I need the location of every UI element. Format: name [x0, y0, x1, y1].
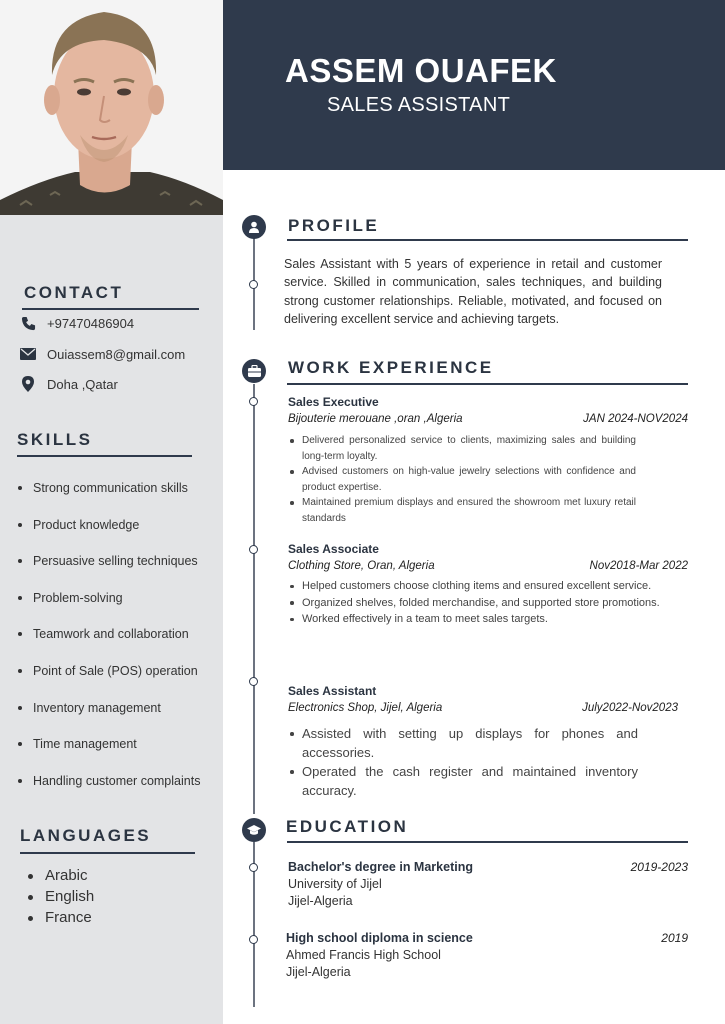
- list-item: Point of Sale (POS) operation: [18, 661, 200, 698]
- header-banner: [223, 0, 725, 170]
- job-bullets: [288, 578, 688, 628]
- list-item: Handling customer complaints: [18, 771, 200, 808]
- list-item: Assisted with setting up displays for phones and accessories.: [288, 724, 638, 762]
- timeline-dot: [249, 677, 258, 686]
- timeline-dot: [249, 863, 258, 872]
- candidate-title: SALES ASSISTANT: [327, 94, 511, 116]
- contact-heading: CONTACT: [24, 283, 124, 302]
- list-item: English: [28, 887, 94, 908]
- education-years: 2019: [661, 931, 688, 945]
- list-item: Time management: [18, 734, 200, 771]
- education-degree: High school diploma in science: [286, 931, 473, 945]
- job-bullets: [288, 724, 678, 800]
- contact-phone: [18, 315, 134, 331]
- job-dates: July2022-Nov2023: [582, 702, 678, 714]
- languages-divider: [20, 852, 195, 854]
- phone-icon: [18, 315, 38, 331]
- profile-photo: [0, 0, 223, 215]
- list-item: Inventory management: [18, 698, 200, 735]
- education-school: University of Jijel: [288, 877, 382, 891]
- list-item: Delivered personalized service to clients, maximizing sales and building long-term loyalty.: [288, 433, 636, 464]
- skills-heading: SKILLS: [17, 430, 93, 449]
- job-role: Sales Assistant: [288, 684, 377, 698]
- job-company: Clothing Store, Oran, Algeria: [288, 560, 435, 572]
- list-item: Organized shelves, folded merchandise, and supported store promotions.: [288, 595, 660, 612]
- profile-divider: [287, 239, 688, 241]
- education-entry: [286, 931, 688, 979]
- list-item: Arabic: [28, 866, 94, 887]
- timeline-dot: [249, 397, 258, 406]
- contact-email: [18, 346, 185, 362]
- list-item: Persuasive selling techniques: [18, 551, 200, 588]
- list-item: Worked effectively in a team to meet sales targets.: [288, 611, 660, 628]
- list-item: Operated the cash register and maintained inventory accuracy.: [288, 762, 638, 800]
- job-company: Bijouterie merouane ,oran ,Algeria: [288, 413, 463, 425]
- job-entry: [288, 395, 688, 526]
- job-company: Electronics Shop, Jijel, Algeria: [288, 702, 443, 714]
- list-item: Advised customers on high-value jewelry selections with confidence and product expertise.: [288, 464, 636, 495]
- education-years: 2019-2023: [630, 860, 688, 874]
- graduation-cap-icon: [242, 818, 266, 842]
- job-entry: [288, 542, 688, 628]
- education-place: Jijel-Algeria: [286, 965, 351, 979]
- experience-heading: WORK EXPERIENCE: [288, 358, 494, 377]
- skills-divider: [17, 455, 192, 457]
- education-meta: [286, 931, 688, 945]
- list-item: Maintained premium displays and ensured the showroom met luxury retail standards: [288, 495, 636, 526]
- job-bullets: [288, 433, 688, 526]
- job-meta: [288, 702, 678, 714]
- timeline-line: [253, 384, 255, 814]
- job-dates: JAN 2024-NOV2024: [583, 413, 688, 425]
- list-item: Helped customers choose clothing items and ensured excellent service.: [288, 578, 660, 595]
- timeline-dot: [249, 280, 258, 289]
- list-item: France: [28, 908, 94, 929]
- contact-location: [18, 376, 118, 392]
- briefcase-icon: [242, 359, 266, 383]
- job-dates: Nov2018-Mar 2022: [589, 560, 688, 572]
- job-role: Sales Executive: [288, 395, 379, 409]
- timeline-dot: [249, 545, 258, 554]
- education-degree: Bachelor's degree in Marketing: [288, 860, 473, 874]
- job-meta: [288, 560, 688, 572]
- list-item: Problem-solving: [18, 588, 200, 625]
- education-meta: [288, 860, 688, 874]
- profile-summary: Sales Assistant with 5 years of experience in retail and customer service. Skilled in communication, sales techniques, and building strong customer relationships. Reliable, motivated, and focused on delivering excellent service and achieving targets.: [284, 257, 662, 326]
- job-role: Sales Associate: [288, 542, 379, 556]
- candidate-name: ASSEM OUAFEK: [285, 52, 557, 89]
- contact-divider: [22, 308, 199, 310]
- education-entry: [288, 860, 688, 908]
- languages-list: [28, 866, 94, 929]
- education-divider: [287, 841, 688, 843]
- skills-list: [18, 478, 200, 807]
- education-place: Jijel-Algeria: [288, 894, 353, 908]
- sidebar: [0, 0, 223, 1024]
- languages-heading: LANGUAGES: [20, 826, 152, 845]
- education-school: Ahmed Francis High School: [286, 948, 441, 962]
- job-meta: [288, 413, 688, 425]
- profile-heading: PROFILE: [288, 216, 380, 235]
- experience-divider: [287, 383, 688, 385]
- list-item: Product knowledge: [18, 515, 200, 552]
- envelope-icon: [18, 346, 38, 362]
- person-icon: [242, 215, 266, 239]
- email-address[interactable]: Ouiassem8@gmail.com: [47, 346, 186, 362]
- list-item: Strong communication skills: [18, 478, 200, 515]
- list-item: Teamwork and collaboration: [18, 624, 200, 661]
- phone-number[interactable]: +97470486904: [47, 315, 135, 331]
- location-text: Doha ,Qatar: [47, 376, 118, 392]
- education-heading: EDUCATION: [286, 817, 409, 836]
- timeline-dot: [249, 935, 258, 944]
- map-pin-icon: [18, 376, 38, 392]
- job-entry: [288, 684, 678, 800]
